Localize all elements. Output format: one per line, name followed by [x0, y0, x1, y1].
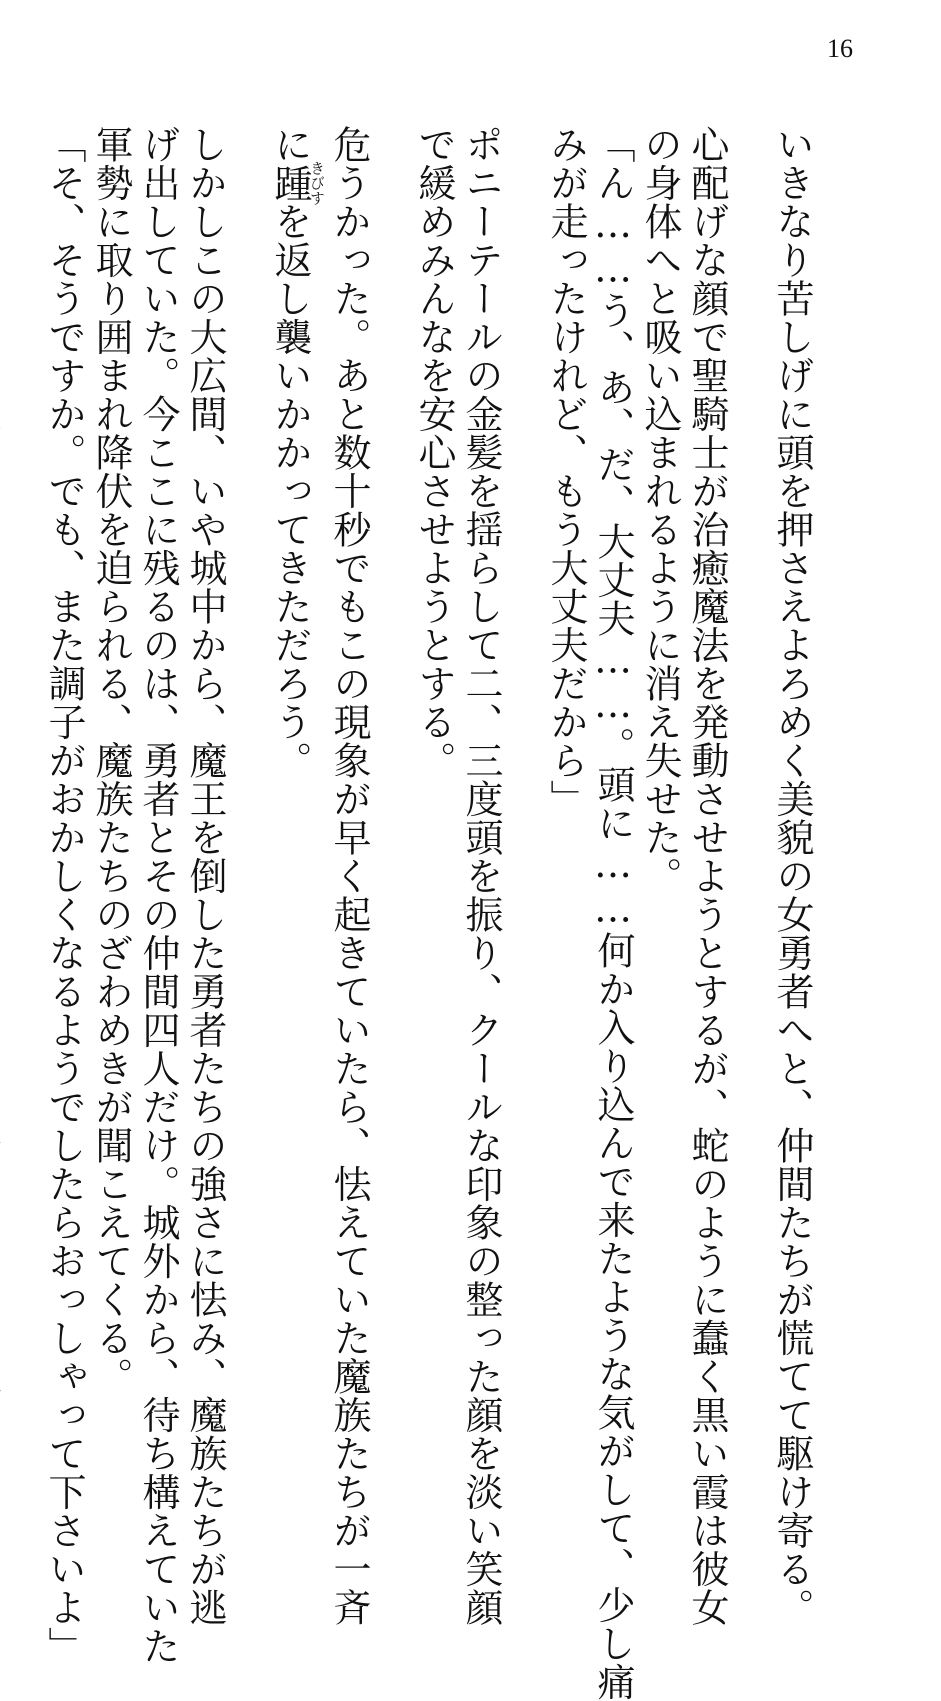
- text-line-with-ruby: [266, 125, 325, 1275]
- text-line: 「そ、そうですか。でも、また調子がおかしくなるようでしたらおっしゃって下さいよ」: [42, 125, 86, 1665]
- ruby-annotation: [268, 160, 326, 206]
- text-line: いきなり苦しげに頭を押さえよろめく美貌の女勇者へと、仲間たちが慌てて駆け寄る。: [770, 125, 814, 1627]
- text-fragment: を返し襲いかかってきただろう。: [268, 202, 312, 780]
- text-line: で緩めみんなを安心させようとする。: [412, 125, 456, 780]
- text-line: の身体へと吸い込まれるように消え失せた。: [638, 125, 682, 895]
- text-fragment: に: [268, 125, 312, 164]
- ruby-base: 踵: [268, 160, 312, 206]
- ruby-reading: きびす: [308, 160, 326, 206]
- text-line: 心配げな顔で聖騎士が治癒魔法を発動させようとするが、蛇のように蠢く黒い霞は彼女: [685, 125, 729, 1627]
- page-number: 16: [827, 34, 853, 63]
- text-line: みが走ったけれど、もう大丈夫だから」: [544, 125, 588, 818]
- text-line: ポニーテールの金髪を揺らして二、三度頭を振り、クールな印象の整った顔を淡い笑顔: [459, 125, 503, 1627]
- novel-text-body: [42, 125, 853, 1701]
- text-line: 軍勢に取り囲まれ降伏を迫られる、魔族たちのざわめきが聞こえてくる。: [89, 125, 133, 1396]
- text-line: 「ん……う、あ、だ、大丈夫……。頭に……何か入り込んで来たような気がして、少し痛: [591, 125, 635, 1701]
- text-line: 危うかった。あと数十秒でもこの現象が早く起きていたら、怯えていた魔族たちが一斉: [327, 125, 371, 1627]
- text-line: げ出していた。今ここに残るのは、勇者とその仲間四人だけ。城外から、待ち構えていた: [136, 125, 180, 1665]
- text-line: しかしこの大広間、いや城中から、魔王を倒した勇者たちの強さに怯み、魔族たちが逃: [183, 125, 227, 1627]
- text-line: [0, 125, 40, 1275]
